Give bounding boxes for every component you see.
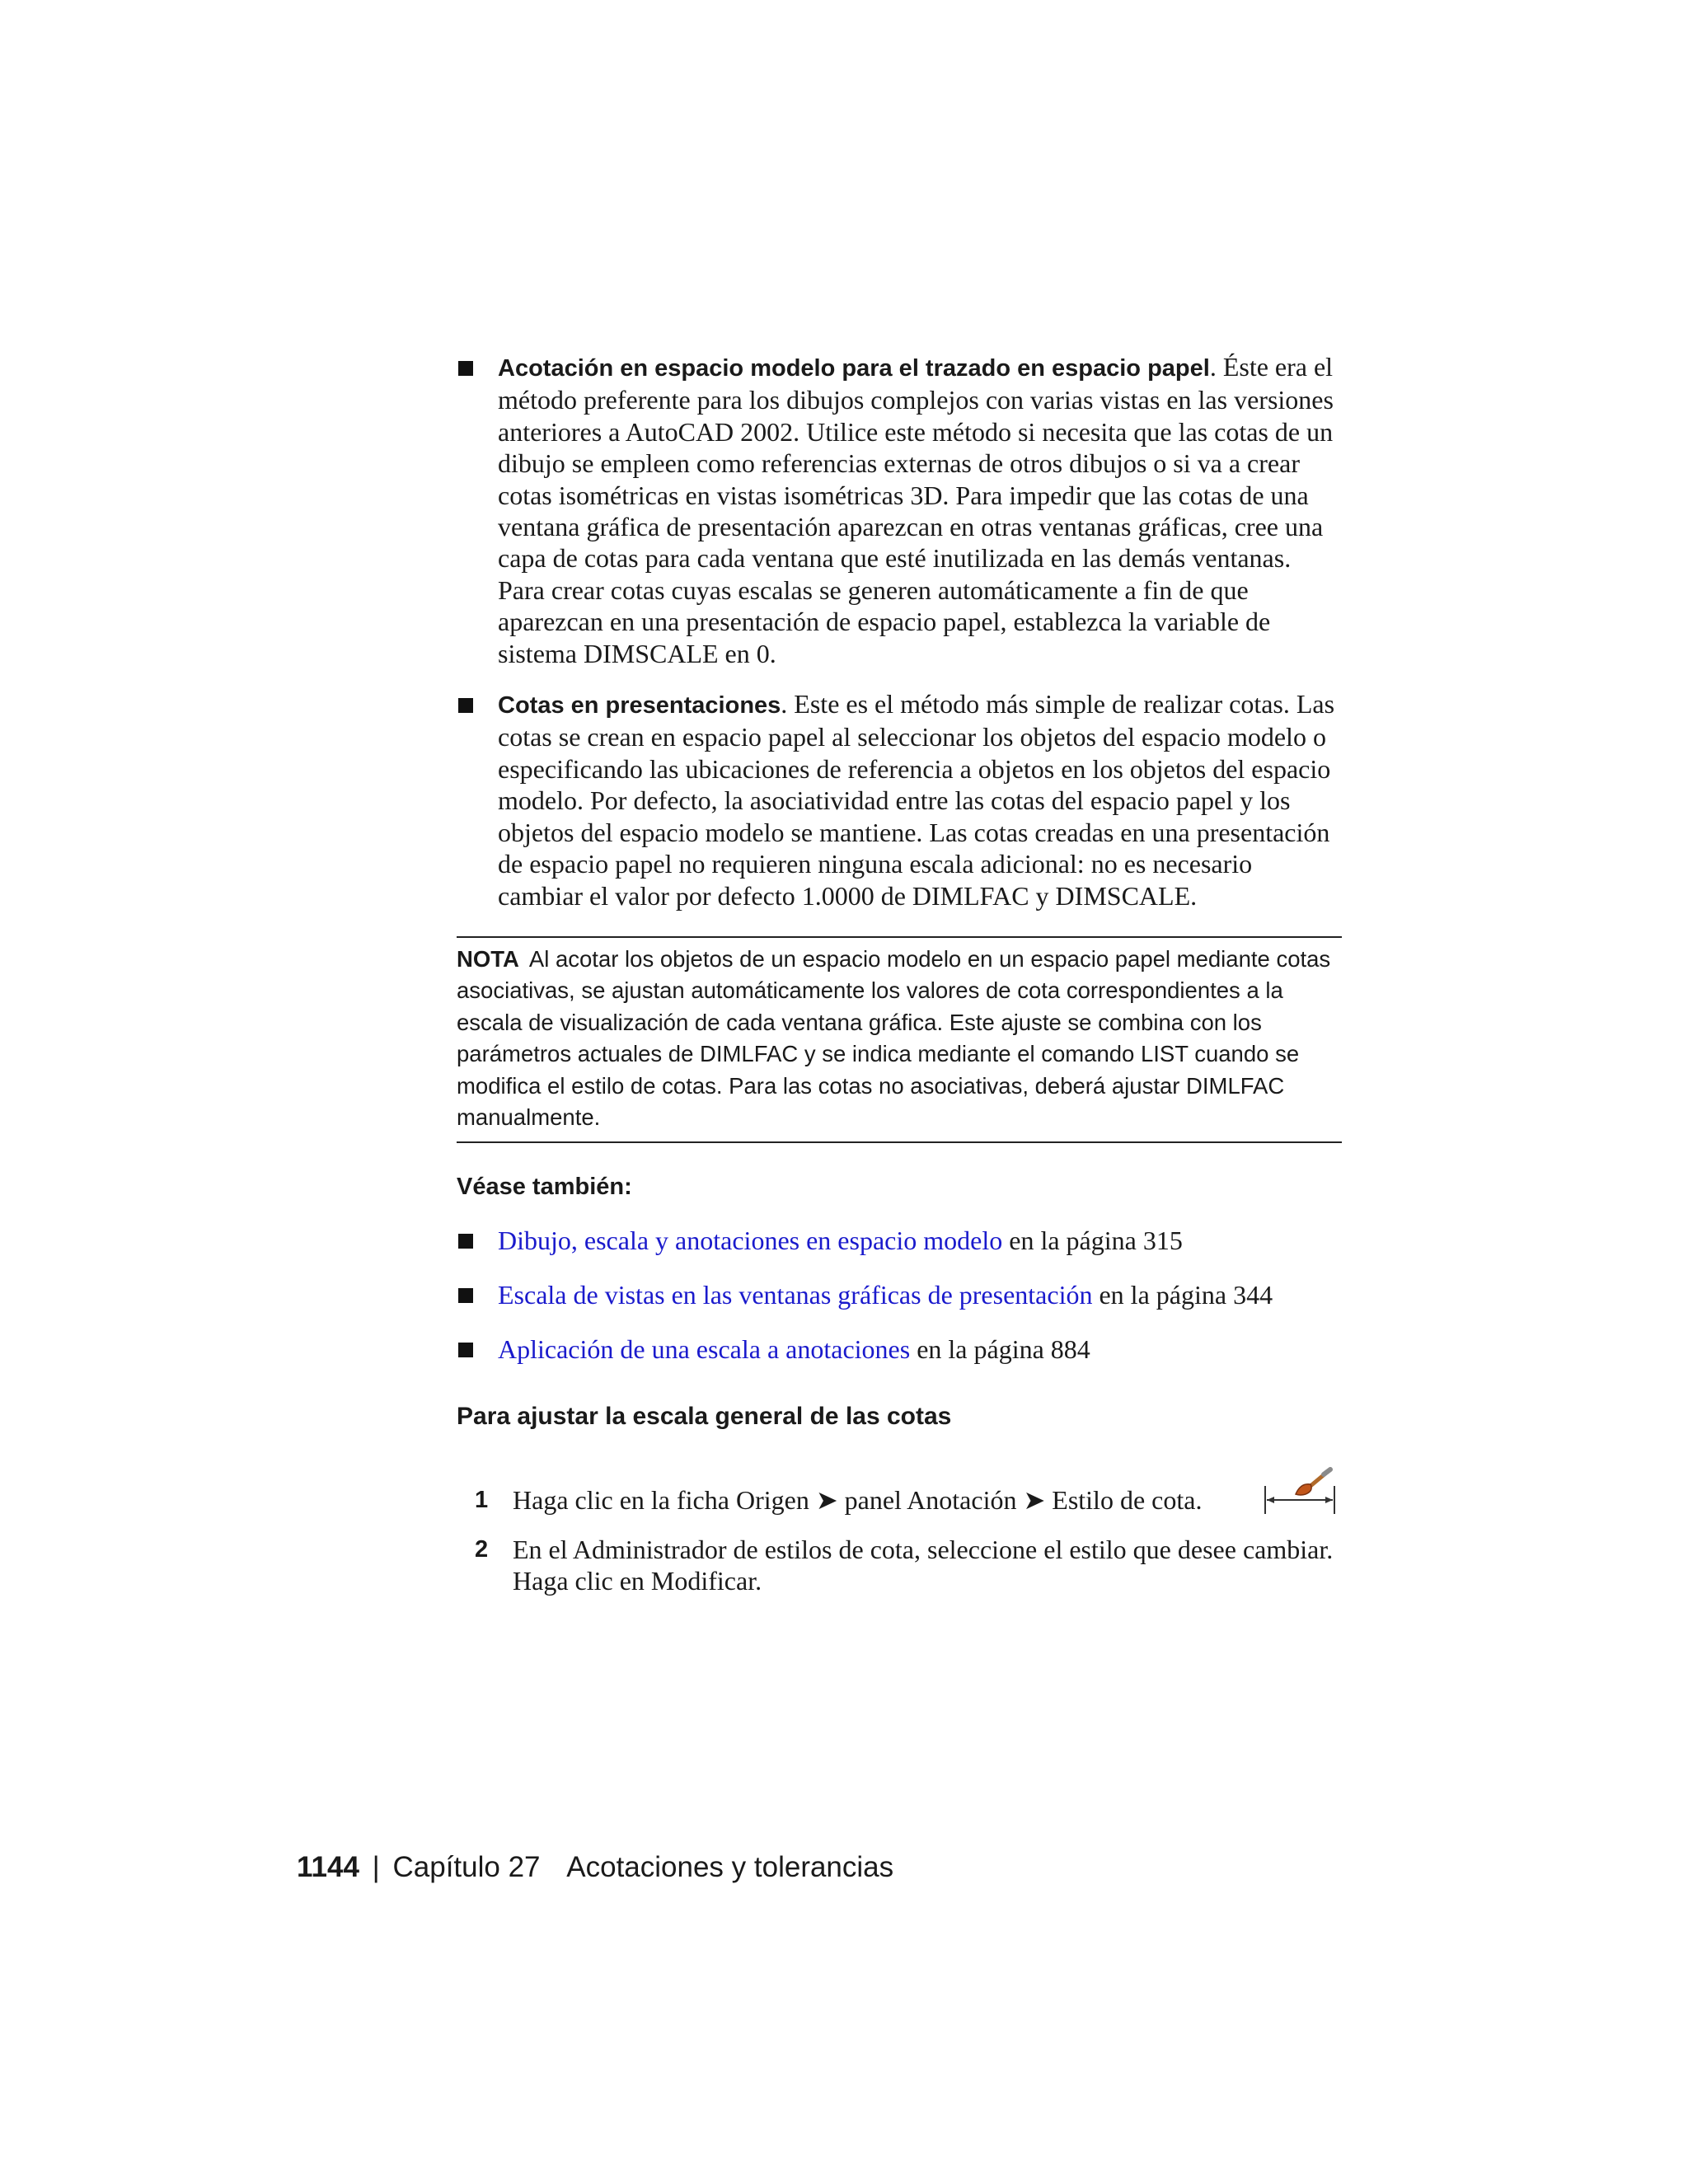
note-box [457,936,1342,1143]
bullet-text: . Este es el método más simple de realizar cotas. Las cotas se crean en espacio papel al seleccionar los objetos del espacio modelo o especificando las ubicaciones de referencia a objetos en los objetos del espacio modelo. Por defecto, la asociatividad entre las cotas del espacio papel y los objetos del espacio modelo se mantiene. Las cotas creadas en una presentación de espacio papel no requieren ninguna escala adicional: no es necesario cambiar el valor por defecto 1.0000 de DIMLFAC y DIMSCALE. [498,689,1335,911]
bullet-item [457,688,1342,912]
see-also-item [457,1333,1342,1366]
see-also-page-ref: en la página 884 [910,1333,1090,1364]
see-also-link[interactable]: Dibujo, escala y anotaciones en espacio modelo [498,1225,1003,1255]
procedure-step [457,1466,1342,1516]
chapter-label: Capítulo 27 [392,1851,541,1883]
see-also-page-ref: en la página 344 [1092,1279,1273,1310]
bullet-square-icon [458,1343,473,1357]
note-text: Al acotar los objetos de un espacio modelo en un espacio papel mediante cotas asociativas, se ajustan automáticamente los valores de cota correspondientes a la escala de visualización de cada ventana gráfica. Este ajuste se combina con los parámetros actuales de DIMLFAC y se indica mediante el comando LIST cuando se modifica el estilo de cotas. Para las cotas no asociativas, deberá ajustar DIMLFAC manualmente. [457,945,1331,1131]
dimension-style-icon [1263,1466,1337,1516]
step-number: 2 [475,1535,489,1563]
see-also-item [457,1224,1342,1257]
see-also-heading: Véase también: [457,1173,632,1200]
bullet-square-icon [458,361,473,376]
see-also-page-ref: en la página 315 [1002,1225,1183,1255]
bullet-square-icon [458,1234,473,1249]
bullet-square-icon [458,698,473,713]
bullet-square-icon [458,1288,473,1303]
footer-separator: | [372,1851,380,1883]
bullet-title: Acotación en espacio modelo para el trazado en espacio papel [498,355,1210,382]
see-also-link[interactable]: Aplicación de una escala a anotaciones [498,1333,911,1364]
procedure-heading: Para ajustar la escala general de las cotas [457,1402,952,1430]
step-number: 1 [475,1486,489,1513]
see-also-link[interactable]: Escala de vistas en las ventanas gráficas de presentación [498,1279,1093,1310]
procedure-step [457,1534,1342,1597]
page-number: 1144 [297,1851,359,1883]
page-content [457,351,1342,1597]
bullet-title: Cotas en presentaciones [498,692,781,719]
chapter-title: Acotaciones y tolerancias [566,1851,894,1883]
bullet-item [457,351,1342,669]
see-also-item [457,1278,1342,1311]
step-text: Haga clic en la ficha Origen ➤ panel Anotación ➤ Estilo de cota. [513,1484,1203,1515]
page-footer [297,1851,893,1884]
note-label: NOTA [457,945,519,972]
step-text: En el Administrador de estilos de cota, seleccione el estilo que desee cambiar. Haga clic en Modificar. [513,1534,1334,1596]
bullet-text: . Éste era el método preferente para los dibujos complejos con varias vistas en las versiones anteriores a AutoCAD 2002. Utilice este método si necesita que las cotas de un dibujo se empleen como referencias externas de otros dibujos o si va a crear cotas isométricas en vistas isométricas 3D. Para impedir que las cotas de una ventana gráfica de presentación aparezcan en otras ventanas gráficas, cree una capa de cotas para cada ventana que esté inutilizada en las demás ventanas. Para crear cotas cuyas escalas se generen automáticamente a fin de que aparezcan en una presentación de espacio papel, establezca la variable de sistema DIMSCALE en 0. [498,352,1334,668]
